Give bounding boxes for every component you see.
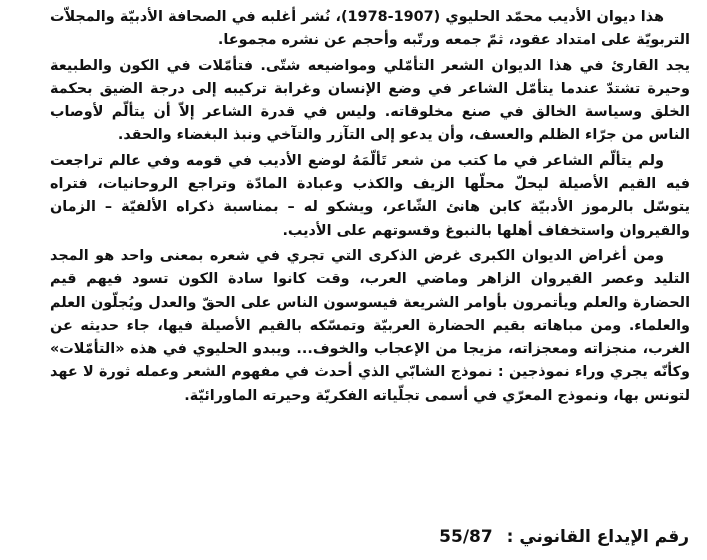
legal-deposit-label: رقم الإيداع القانوني :	[506, 527, 689, 547]
paragraph-intro: هذا ديوان الأديب محمّد الحليوي (1907-1978)، نُشر أغلبه في الصحافة الأدبيّة والمجلاّت التربويّة على امتداد عقود، ثمّ جمعه ورتّبه وأحجم عن نشره مجموعا.	[50, 9, 690, 49]
preface-text	[50, 6, 690, 410]
legal-deposit-number: 55/87	[439, 527, 493, 547]
paragraph-poet-suffering: ولم يتألّم الشاعر في ما كتب من شعر تَألّمَهُ لوضع الأديب في قومه وفي عالم تراجعت فيه القيم الأصيلة ليحلّ محلّها الزيف والكذب وعبادة المادّة وتراجع الروحانيات، فتراه يتوسّل بالرموز الأدبيّة كابن هانئ الشّاعر، ويشكو له – بمناسبة ذكراه الألفيّة – الزمان والقيروان واستخفاف أهلها بالنبوغ وقسوتهم على الأديب.	[50, 152, 690, 239]
paragraph-memory-theme: ومن أغراض الديوان الكبرى غرض الذكرى التي تجري في شعره بمعنى واحد هو المجد التليد وعصر القيروان الزاهر وماضي العرب، وقت كانوا سادة الكون تسود فيهم قيم الحضارة والعلم ويأتمرون بأوامر الشريعة فيسوسون الناس على الحقّ والعدل ويُجلّون العلم والعلماء. ومن مباهاته بقيم الحضارة العربيّة وتمسّكه بالقيم الأصيلة فيها، جاء حديثه عن الغرب، منجزاته ومعجزاته، مزيجا من الإعجاب والخوف... ويبدو الحليوي في هذه «التأمّلات» وكأنّه يجري وراء نموذجين : نموذج الشابّي الذي أحدث في مفهوم الشعر وعمله ثورة لا عهد لتونس بها، ونموذج المعرّي في أسمى تجلّياته الفكريّة وحيرته الماورائيّة.	[50, 247, 690, 404]
legal-deposit-line	[439, 524, 689, 550]
paragraph-contemplative-poetry: يجد القارئ في هذا الديوان الشعر التأمّلي ومواضيعه شتّى. فتأمّلات في الكون والطبيعة وحيرة تشتدّ عندما يتأمّل الشاعر في وضع الإنسان وغرابة تركيبه إلى درجة الضيق بحكمة الخلق وسياسة الخالق في صنع مخلوقاته. وليس في قدرة الشاعر إلاّ أن يتألّم لأوصاب الناس من جرّاء الظلم والعسف، وأن يدعو إلى التآزر والتآخي ونبذ البغضاء والحقد.	[50, 57, 690, 144]
